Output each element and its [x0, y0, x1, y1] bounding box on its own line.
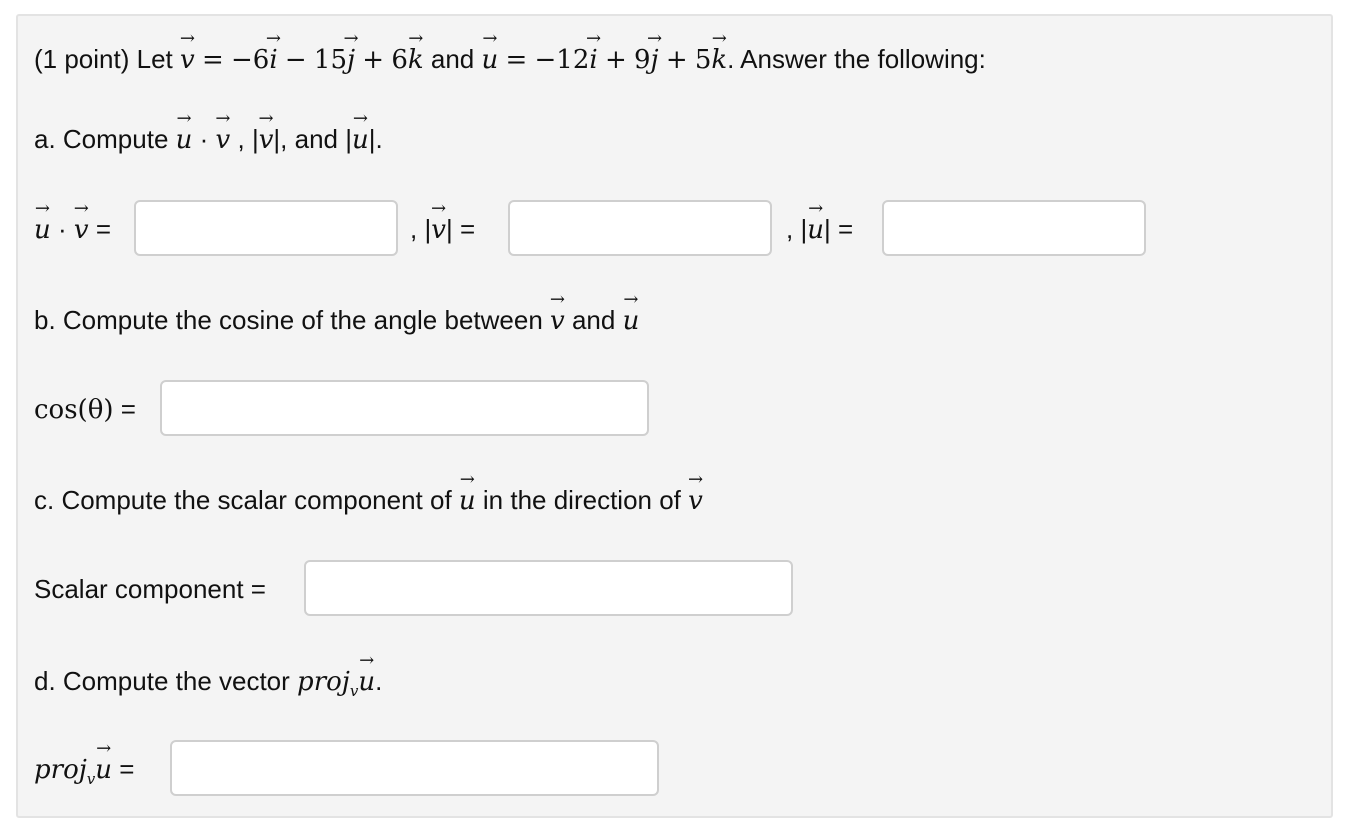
u-vector: → u [623, 308, 640, 334]
u-vector: → u [34, 217, 51, 243]
part-c-mid-text: in the direction of [482, 485, 681, 515]
op: + [665, 45, 688, 75]
u-vector: → u [352, 127, 369, 153]
proj-subscript: v [86, 770, 96, 789]
and-text: and [430, 44, 475, 74]
part-b-text: b. Compute the cosine of the angle between [34, 305, 543, 335]
op: + [604, 45, 627, 75]
cos-label [34, 396, 136, 423]
problem-statement [34, 46, 986, 73]
u-vector: → u [482, 47, 499, 73]
k-unit: → k [408, 47, 424, 73]
dot-symbol: · [199, 124, 209, 154]
comma: , [280, 124, 288, 154]
udotv-input[interactable] [134, 200, 398, 256]
v-vector: → v [216, 127, 231, 153]
let-label: Let [136, 44, 173, 74]
j-unit: → j [347, 47, 355, 73]
comma: , [237, 124, 245, 154]
u-coef-k: 5 [694, 45, 712, 75]
op: − [284, 45, 307, 75]
eq-sign: = [505, 45, 528, 75]
part-c-text: c. Compute the scalar component of [34, 485, 452, 515]
comma: , [786, 214, 794, 244]
vnorm-label: , |→ v| = [410, 216, 475, 243]
proj-label [34, 756, 134, 787]
v-vector: → v [74, 217, 89, 243]
dot-symbol: · [57, 214, 67, 244]
unorm-label: , |→ u| = [786, 216, 853, 243]
tail-text: . Answer the following: [727, 44, 986, 74]
points-label: (1 point) [34, 44, 130, 74]
v-coef-k: 6 [391, 45, 408, 75]
u-vector: → u [358, 669, 375, 695]
u-vector: → u [176, 127, 193, 153]
j-unit: → j [651, 47, 659, 73]
period: . [375, 666, 383, 696]
eq-sign: = [201, 45, 224, 75]
u-vector: → u [459, 488, 476, 514]
part-a-prompt: a. Compute → u · → v , |→ v|, and |→ u|. [34, 126, 383, 153]
u-coef-i: −12 [534, 45, 590, 75]
part-a-text: a. Compute [34, 124, 169, 154]
proj-text: proj [297, 667, 350, 697]
part-d-prompt [34, 668, 382, 699]
eq-sign: = [95, 214, 112, 244]
eq-sign: = [120, 394, 136, 424]
vnorm-input[interactable] [508, 200, 772, 256]
part-c-prompt [34, 487, 703, 514]
part-d-text: d. Compute the vector [34, 666, 290, 696]
i-unit: → i [589, 47, 597, 73]
eq-sign: = [837, 214, 854, 244]
i-unit: → i [269, 47, 277, 73]
k-unit: → k [711, 47, 727, 73]
cos-input[interactable] [160, 380, 649, 436]
scalar-component-input[interactable] [304, 560, 793, 616]
eq-sign: = [119, 754, 135, 784]
proj-text: proj [34, 755, 87, 785]
u-vector: → u [95, 757, 112, 783]
v-coef-j: 15 [313, 45, 347, 75]
comma: , [410, 214, 418, 244]
v-vector: → v [431, 217, 446, 243]
eq-sign: = [459, 214, 476, 244]
v-vector: → v [550, 308, 565, 334]
and-text: and [571, 305, 616, 335]
proj-subscript: v [349, 682, 359, 701]
cos-text: cos(θ) [34, 395, 114, 425]
part-b-prompt [34, 307, 639, 334]
u-vector: → u [807, 217, 824, 243]
scalar-label: Scalar component = [34, 574, 266, 604]
udotv-label [34, 216, 111, 243]
period: . [375, 124, 383, 154]
v-vector: → v [688, 488, 703, 514]
unorm-input[interactable] [882, 200, 1146, 256]
and-text: and [294, 124, 339, 154]
v-vector: → v [180, 47, 195, 73]
op: + [362, 45, 385, 75]
v-coef-i: −6 [230, 45, 270, 75]
u-coef-j: 9 [633, 45, 651, 75]
proj-input[interactable] [170, 740, 659, 796]
v-vector: → v [259, 127, 274, 153]
